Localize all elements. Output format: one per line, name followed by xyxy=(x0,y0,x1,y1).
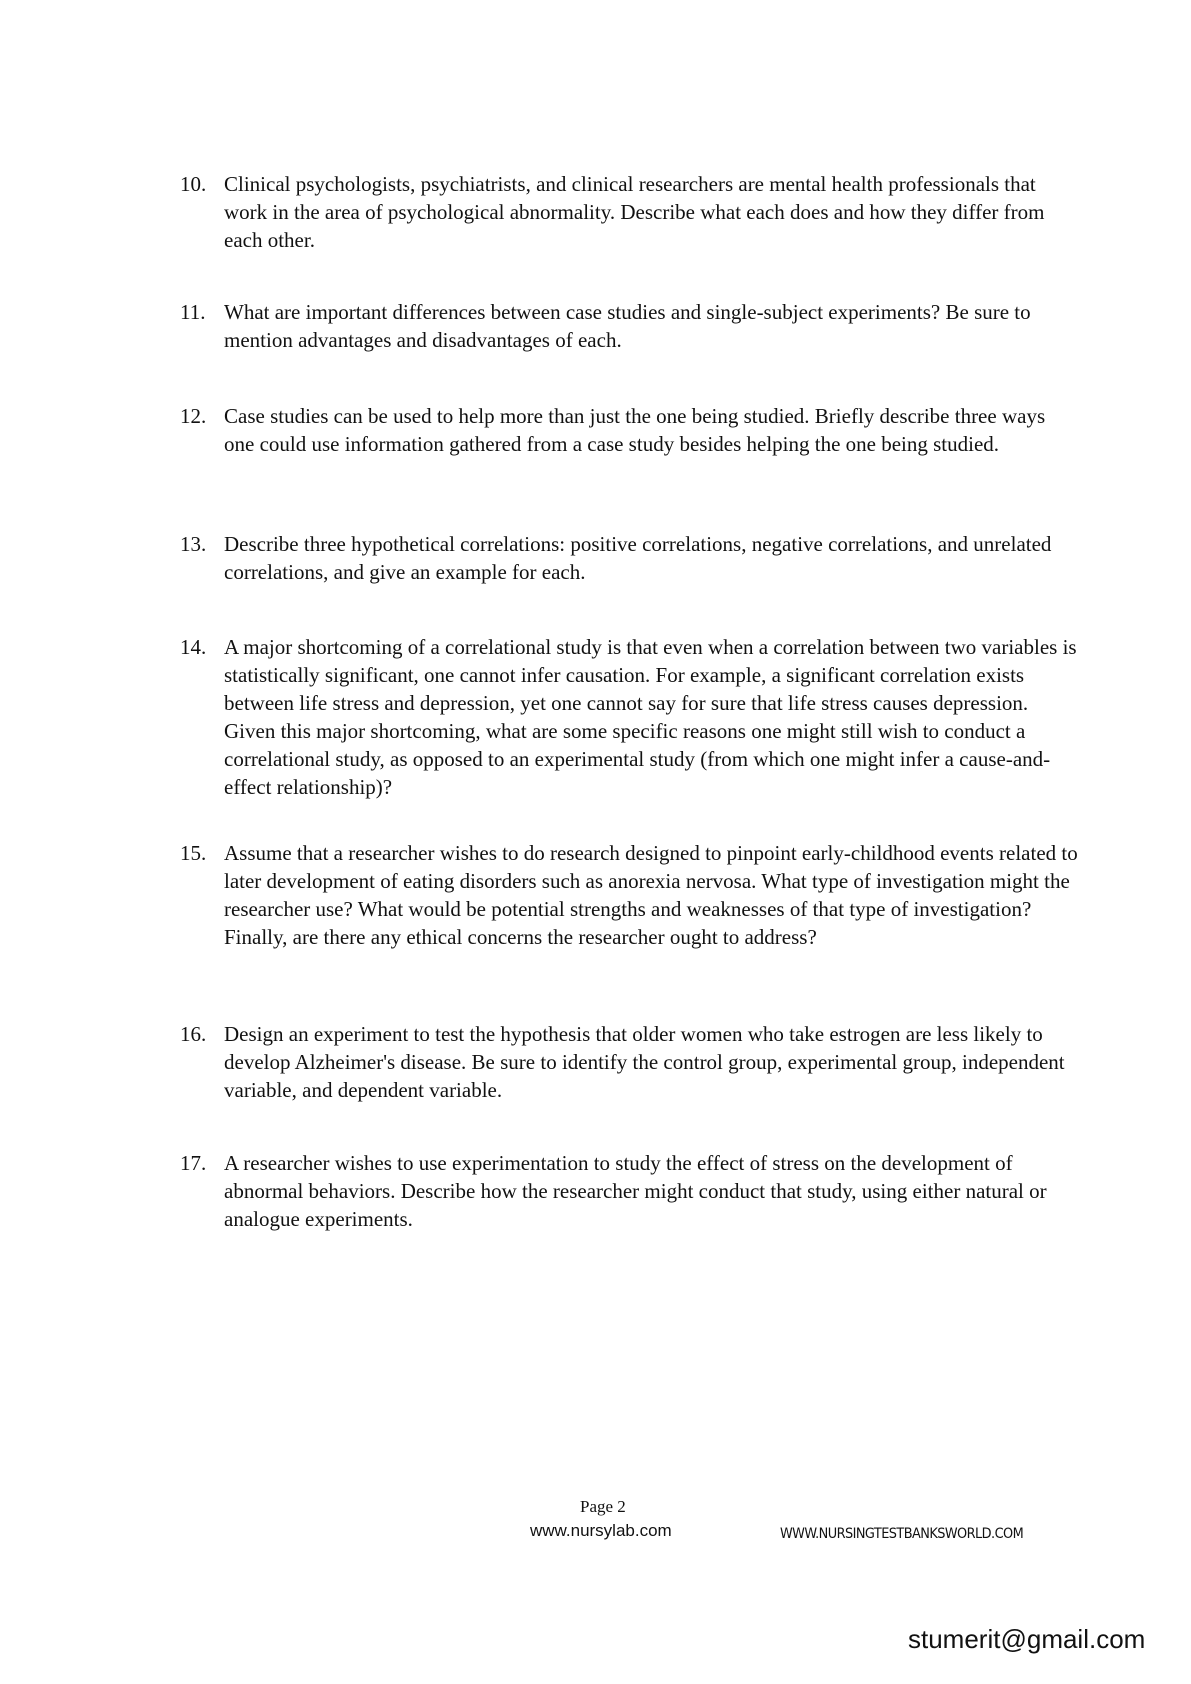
question-text: A major shortcoming of a correlational study is that even when a correlation between two variables is statistically significant, one cannot infer causation. For example, a significant correlation exists between life stress and depression, yet one cannot say for sure that life stress causes depression. Given this major shortcoming, what are some specific reasons one might still wish to conduct a correlational study, as opposed to an experimental study (from which one might infer a cause-and-effect relationship)? xyxy=(224,635,1077,799)
question-text: What are important differences between case studies and single-subject experiments? Be sure to mention advantages and disadvantages of each. xyxy=(224,300,1031,352)
footer-watermark-website: WWW.NURSINGTESTBANKSWORLD.COM xyxy=(780,1526,1024,1542)
question-number: 11. xyxy=(180,300,206,324)
question-number: 17. xyxy=(180,1151,207,1175)
question-number: 13. xyxy=(180,532,207,556)
question-number: 14. xyxy=(180,635,207,659)
question-number: 16. xyxy=(180,1022,207,1046)
question-number: 12. xyxy=(180,404,207,428)
question-number: 15. xyxy=(180,841,207,865)
question-text: Assume that a researcher wishes to do research designed to pinpoint early-childhood events related to later development of eating disorders such as anorexia nervosa. What type of investigation might the researcher use? What would be potential strengths and weaknesses of that type of investigation? Finally, are there any ethical concerns the researcher ought to address? xyxy=(224,841,1078,949)
question-number: 10. xyxy=(180,172,207,196)
page-number: Page 2 xyxy=(580,1497,626,1516)
footer-website-link: www.nursylab.com xyxy=(530,1521,672,1540)
question-text: Describe three hypothetical correlations: positive correlations, negative correlations, and unrelated correlations, and give an example for each. xyxy=(224,532,1052,584)
question-text: Design an experiment to test the hypothesis that older women who take estrogen are less likely to develop Alzheimer's disease. Be sure to identify the control group, experimental group, independent variable, and dependent variable. xyxy=(224,1022,1065,1102)
question-text: Clinical psychologists, psychiatrists, and clinical researchers are mental health professionals that work in the area of psychological abnormality. Describe what each does and how they differ from each other. xyxy=(224,172,1045,252)
question-text: Case studies can be used to help more than just the one being studied. Briefly describe three ways one could use information gathered from a case study besides helping the one being studied. xyxy=(224,404,1046,456)
question-text: A researcher wishes to use experimentation to study the effect of stress on the development of abnormal behaviors. Describe how the researcher might conduct that study, using either natural or analogue experiments. xyxy=(224,1151,1047,1231)
contact-email: stumerit@gmail.com xyxy=(908,1624,1146,1654)
